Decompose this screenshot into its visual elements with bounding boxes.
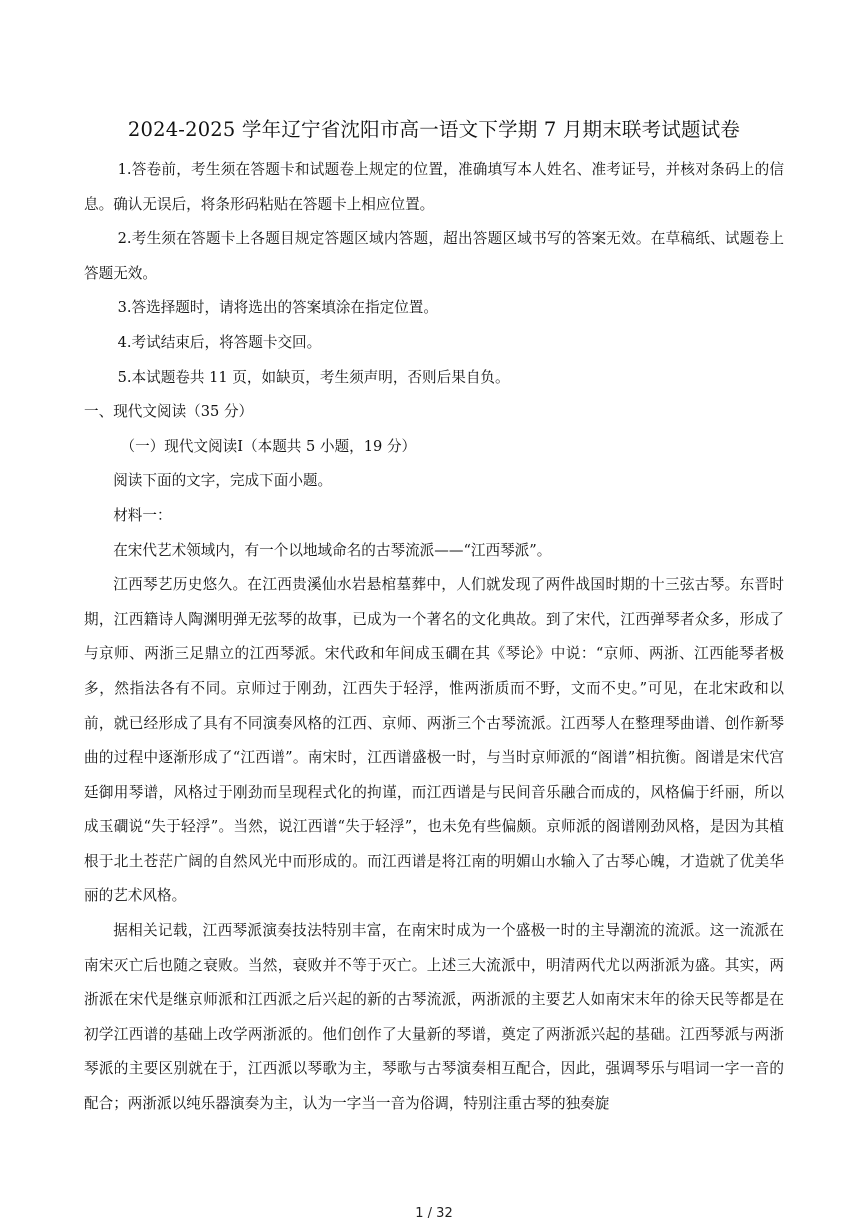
instruction-3: 3.答选择题时，请将选出的答案填涂在指定位置。 [117, 299, 438, 317]
document-body [84, 153, 784, 1122]
paragraph-3: 据相关记载，江西琴派演奏技法特别丰富，在南宋时成为一个盛极一时的主导潮流的流派。这一流派在南宋灭亡后也随之衰败。当然，衰败并不等于灭亡。上述三大流派中，明清两代尤以两浙派为盛。其实，两浙派在宋代是继京师派和江西派之后兴起的新的古琴流派，两浙派的主要艺人如南宋末年的徐天民等都是在初学江西谱的基础上改学两浙派的。他们创作了大量新的琴谱，奠定了两浙派兴起的基础。江西琴派与两浙琴派的主要区别就在于，江西派以琴歌为主，琴歌与古琴演奏相互配合，因此，强调琴乐与唱词一字一音的配合；两浙派以纯乐器演奏为主，认为一字当一音为俗调，特别注重古琴的独奏旋 [84, 922, 784, 1113]
document-title: 2024-2025 学年辽宁省沈阳市高一语文下学期 7 月期末联考试题试卷 [127, 118, 741, 141]
instruction-2: 2.考生须在答题卡上各题目规定答题区域内答题，超出答题区域书写的答案无效。在草稿纸、试题卷上答题无效。 [84, 230, 784, 282]
paragraph-1: 在宋代艺术领域内，有一个以地域命名的古琴流派——“江西琴派”。 [113, 541, 552, 559]
reading-directive: 阅读下面的文字，完成下面小题。 [113, 472, 333, 490]
section-heading: 一、现代文阅读（35 分） [84, 403, 254, 421]
page-number: 1 / 32 [415, 1206, 453, 1221]
material-label: 材料一： [113, 506, 172, 524]
instruction-4: 4.考试结束后，将答题卡交回。 [117, 333, 322, 351]
subsection-heading: （一）现代文阅读Ⅰ（本题共 5 小题，19 分） [120, 437, 417, 455]
instruction-1: 1.答卷前，考生须在答题卡和试题卷上规定的位置，准确填写本人姓名、准考证号，并核对条码上的信息。确认无误后，将条形码粘贴在答题卡上相应位置。 [84, 161, 784, 213]
paragraph-2: 江西琴艺历史悠久。在江西贵溪仙水岩悬棺墓葬中，人们就发现了两件战国时期的十三弦古琴。东晋时期，江西籍诗人陶渊明弹无弦琴的故事，已成为一个著名的文化典故。到了宋代，江西弹琴者众多，形成了与京师、两浙三足鼎立的江西琴派。宋代政和年间成玉磵在其《琴论》中说：“京师、两浙、江西能琴者极多，然指法各有不同。京师过于刚劲，江西失于轻浮，惟两浙质而不野，文而不史。”可见，在北宋政和以前，就已经形成了具有不同演奏风格的江西、京师、两浙三个古琴流派。江西琴人在整理琴曲谱、创作新琴曲的过程中逐渐形成了“江西谱”。南宋时，江西谱盛极一时，与当时京师派的“阁谱”相抗衡。阁谱是宋代宫廷御用琴谱，风格过于刚劲而呈现程式化的拘谨，而江西谱是与民间音乐融合而成的，风格偏于纤丽，所以成玉磵说“失于轻浮”。当然，说江西谱“失于轻浮”，也未免有些偏颇。京师派的阁谱刚劲风格，是因为其植根于北土苍茫广阔的自然风光中而形成的。而江西谱是将江南的明媚山水输入了古琴心魄，才造就了优美华丽的艺术风格。 [84, 576, 784, 905]
instruction-5: 5.本试题卷共 11 页，如缺页，考生须声明，否则后果自负。 [117, 368, 510, 386]
